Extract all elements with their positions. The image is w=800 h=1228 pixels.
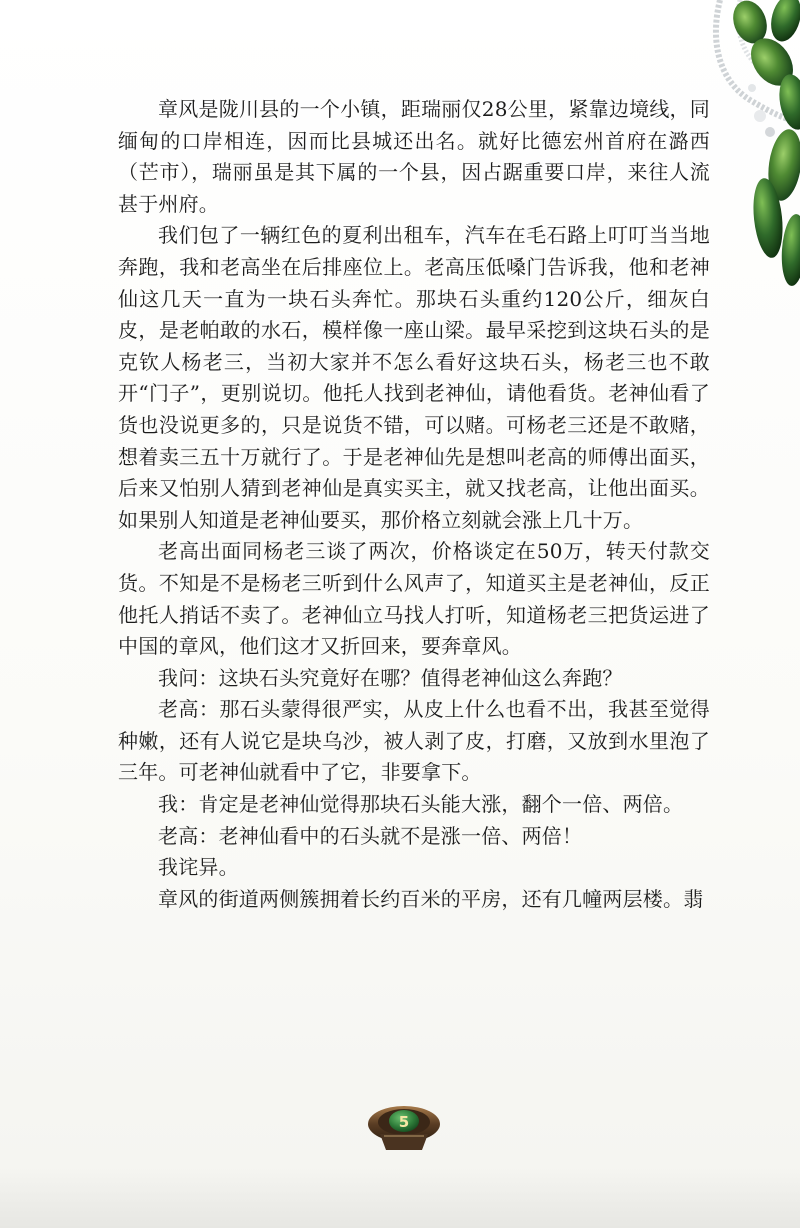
page-bottom-shadow xyxy=(0,1168,800,1228)
paragraph: 老高：老神仙看中的石头就不是涨一倍、两倍！ xyxy=(158,823,583,848)
page-number: 5 xyxy=(398,1113,410,1131)
paragraph: 我诧异。 xyxy=(158,855,239,880)
paragraph: 老高出面同杨老三谈了两次，价格谈定在50万，转天付款交货。不知是不是杨老三听到什么风声了，知道买主是老神仙，反正他托人捎话不卖了。老神仙立马找人打听，知道杨老三把货运进了中国的章风，他们这才又折回来，要奔章风。 xyxy=(118,539,710,659)
paragraph: 我们包了一辆红色的夏利出租车，汽车在毛石路上叮叮当当地奔跑，我和老高坐在后排座位上。老高压低嗓门告诉我，他和老神仙这几天一直为一块石头奔忙。那块石头重约120公斤，细灰白皮，是老帕敢的水石，模样像一座山梁。最早采挖到这块石头的是克钦人杨老三，当初大家并不怎么看好这块石头，杨老三也不敢开“门子”，更别说切。他托人找到老神仙，请他看货。老神仙看了货也没说更多的，只是说货不错，可以赌。可杨老三还是不敢赌，想着卖三五十万就行了。于是老神仙先是想叫老高的师傅出面买，后来又怕别人猜到老神仙是真实买主，就又找老高，让他出面买。如果别人知道是老神仙要买，那价格立刻就会涨上几十万。 xyxy=(118,223,710,532)
page-number-badge xyxy=(366,1100,442,1156)
paragraph: 老高：那石头蒙得很严实，从皮上什么也看不出，我甚至觉得种嫩，还有人说它是块乌沙，被人剥了皮，打磨，又放到水里泡了三年。可老神仙就看中了它，非要拿下。 xyxy=(118,697,710,785)
article-text xyxy=(118,94,710,915)
paragraph: 章风是陇川县的一个小镇，距瑞丽仅28公里，紧靠边境线，同缅甸的口岸相连，因而比县城还出名。就好比德宏州首府在潞西（芒市），瑞丽虽是其下属的一个县，因占踞重要口岸，来往人流甚于州府。 xyxy=(118,97,710,216)
paragraph: 我问：这块石头究竟好在哪？值得老神仙这么奔跑？ xyxy=(158,665,623,690)
paragraph: 章风的街道两侧簇拥着长约百米的平房，还有几幢两层楼。翡 xyxy=(158,886,704,911)
paragraph: 我：肯定是老神仙觉得那块石头能大涨，翻个一倍、两倍。 xyxy=(158,792,684,817)
